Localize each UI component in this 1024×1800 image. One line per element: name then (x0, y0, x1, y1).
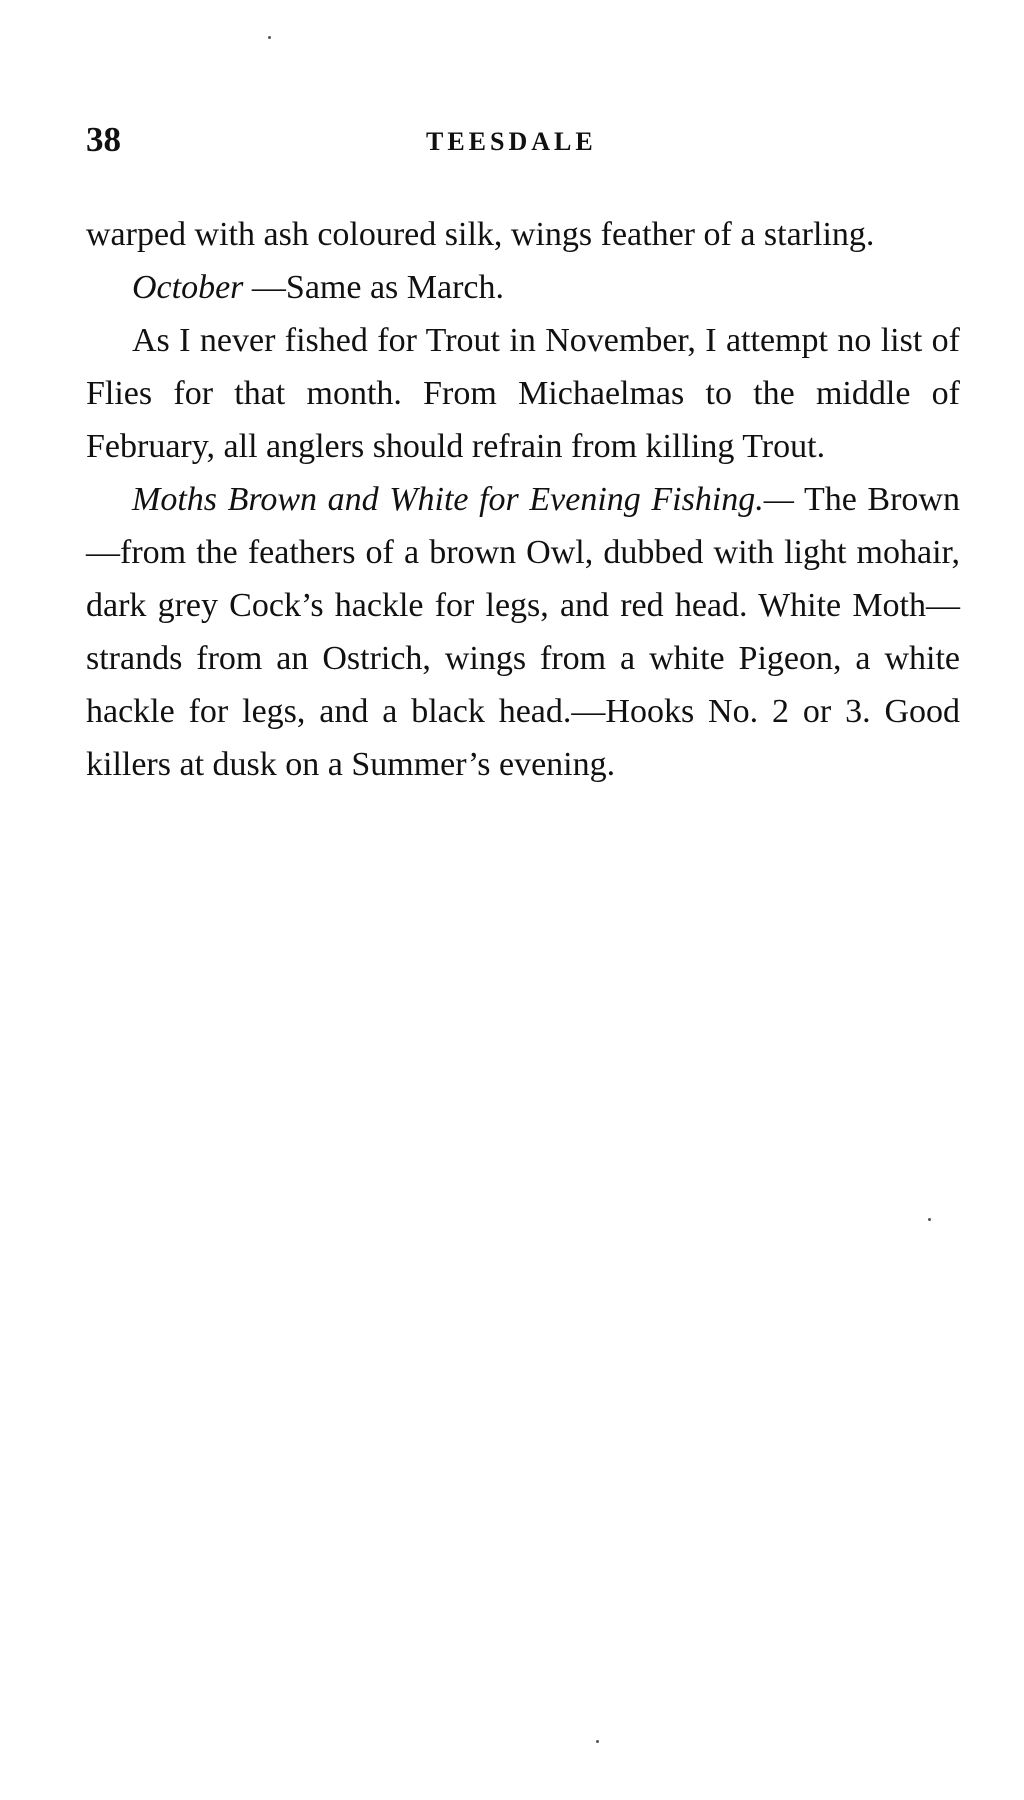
paragraph-moths (86, 473, 960, 791)
paper-speck (596, 1740, 599, 1743)
moths-heading: Moths Brown and White for Evening Fishing.— (132, 481, 794, 518)
moths-text: The Brown—from the feathers of a brown Owl, dubbed with light mohair, dark grey Cock’s hackle for legs, and red head. White Moth—strands from an Ostrich, wings from a white Pigeon, a white hackle for legs, and a black head.—Hooks No. 2 or 3. Good killers at dusk on a Summer’s evening. (86, 481, 960, 783)
october-text: —Same as March. (243, 269, 505, 306)
october-heading: October (132, 269, 244, 306)
running-title: TEESDALE (426, 127, 597, 156)
paper-speck (928, 1218, 931, 1221)
paper-speck (268, 36, 271, 39)
paragraph-november: As I never fished for Trout in November, I attempt no list of Flies for that month. From Michaelmas to the middle of February, all anglers should refrain from killing Trout. (86, 322, 960, 465)
paragraph-continuation: warped with ash coloured silk, wings feather of a starling. (86, 216, 875, 253)
page-number: 38 (86, 120, 121, 159)
paragraph-october (86, 261, 960, 314)
body-text (86, 208, 960, 791)
running-head (86, 118, 966, 162)
